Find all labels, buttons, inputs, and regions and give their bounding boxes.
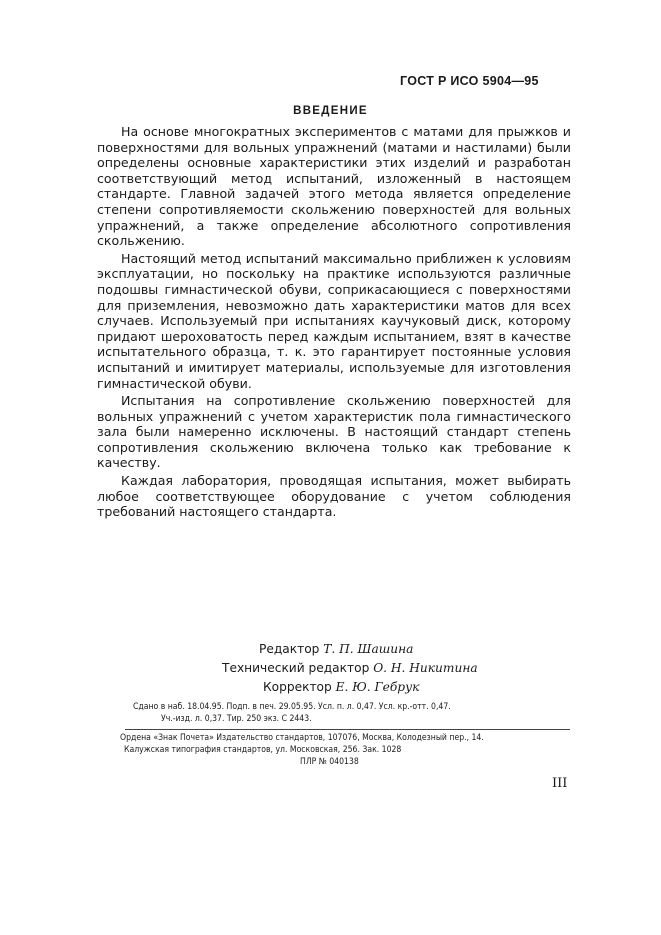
- imprint-line-2: Уч.-изд. л. 0,37. Тир. 250 экз. С 2443.: [161, 714, 312, 724]
- proofreader-name: Е. Ю. Гебрук: [335, 680, 420, 694]
- editor-credit: [222, 640, 522, 659]
- page-number: III: [552, 776, 568, 791]
- print-imprint: [120, 701, 580, 768]
- proofreader-role: Корректор: [263, 680, 332, 694]
- imprint-line-1: Сдано в наб. 18.04.95. Подп. в печ. 29.05.95. Усл. п. л. 0,47. Усл. кр.-отт. 0,47.: [133, 702, 451, 712]
- imprint-divider: [125, 729, 570, 730]
- imprint-line-4: Калужская типография стандартов, ул. Московская, 256. Зак. 1028: [124, 745, 402, 755]
- paragraph-4: Каждая лаборатория, проводящая испытания, может выбирать любое соответствующее оборудование с учетом соблюдения требований настоящего стандарта.: [97, 473, 571, 520]
- tech-editor-credit: [222, 659, 522, 678]
- proofreader-credit: [222, 678, 522, 697]
- paragraph-2: Настоящий метод испытаний максимально приближен к условиям эксплуатации, но поскольку на практике используются различные подошвы гимнастической обуви, соприкасающиеся с поверхностями для приземления, невозможно дать характеристики матов для всех случаев. Используемый при испытаниях каучуковый диск, которому придают шероховатость перед каждым испытанием, взят в качестве испытательного образца, т. к. это гарантирует постоянные условия испытаний и имитирует материалы, используемые для изготовления гимнастической обуви.: [97, 250, 571, 391]
- tech-editor-name: О. Н. Никитина: [373, 661, 478, 675]
- body-text: [97, 124, 571, 522]
- document-header-code: ГОСТ Р ИСО 5904—95: [400, 74, 539, 88]
- section-title: ВВЕДЕНИЕ: [293, 105, 368, 117]
- imprint-line-5: ПЛР № 040138: [300, 757, 359, 767]
- editor-name: Т. П. Шашина: [323, 642, 414, 656]
- tech-editor-role: Технический редактор: [222, 661, 370, 675]
- editorial-credits: [222, 640, 522, 697]
- imprint-line-3: Ордена «Знак Почета» Издательство стандартов, 107076, Москва, Колодезный пер., 14.: [120, 733, 484, 743]
- editor-role: Редактор: [259, 642, 320, 656]
- paragraph-1: На основе многократных экспериментов с матами для прыжков и поверхностями для вольных упражнений (матами и настилами) были определены основные характеристики этих изделий и разработан соответствующий метод испытаний, изложенный в настоящем стандарте. Главной задачей этого метода является определение степени сопротивляемости скольжению поверхностей для вольных упражнений, а также определение абсолютного сопротивления скольжению.: [97, 124, 571, 249]
- paragraph-3: Испытания на сопротивление скольжению поверхностей для вольных упражнений с учетом характеристик пола гимнастического зала были намеренно исключены. В настоящий стандарт степень сопротивления скольжению включена только как требование к качеству.: [97, 393, 571, 471]
